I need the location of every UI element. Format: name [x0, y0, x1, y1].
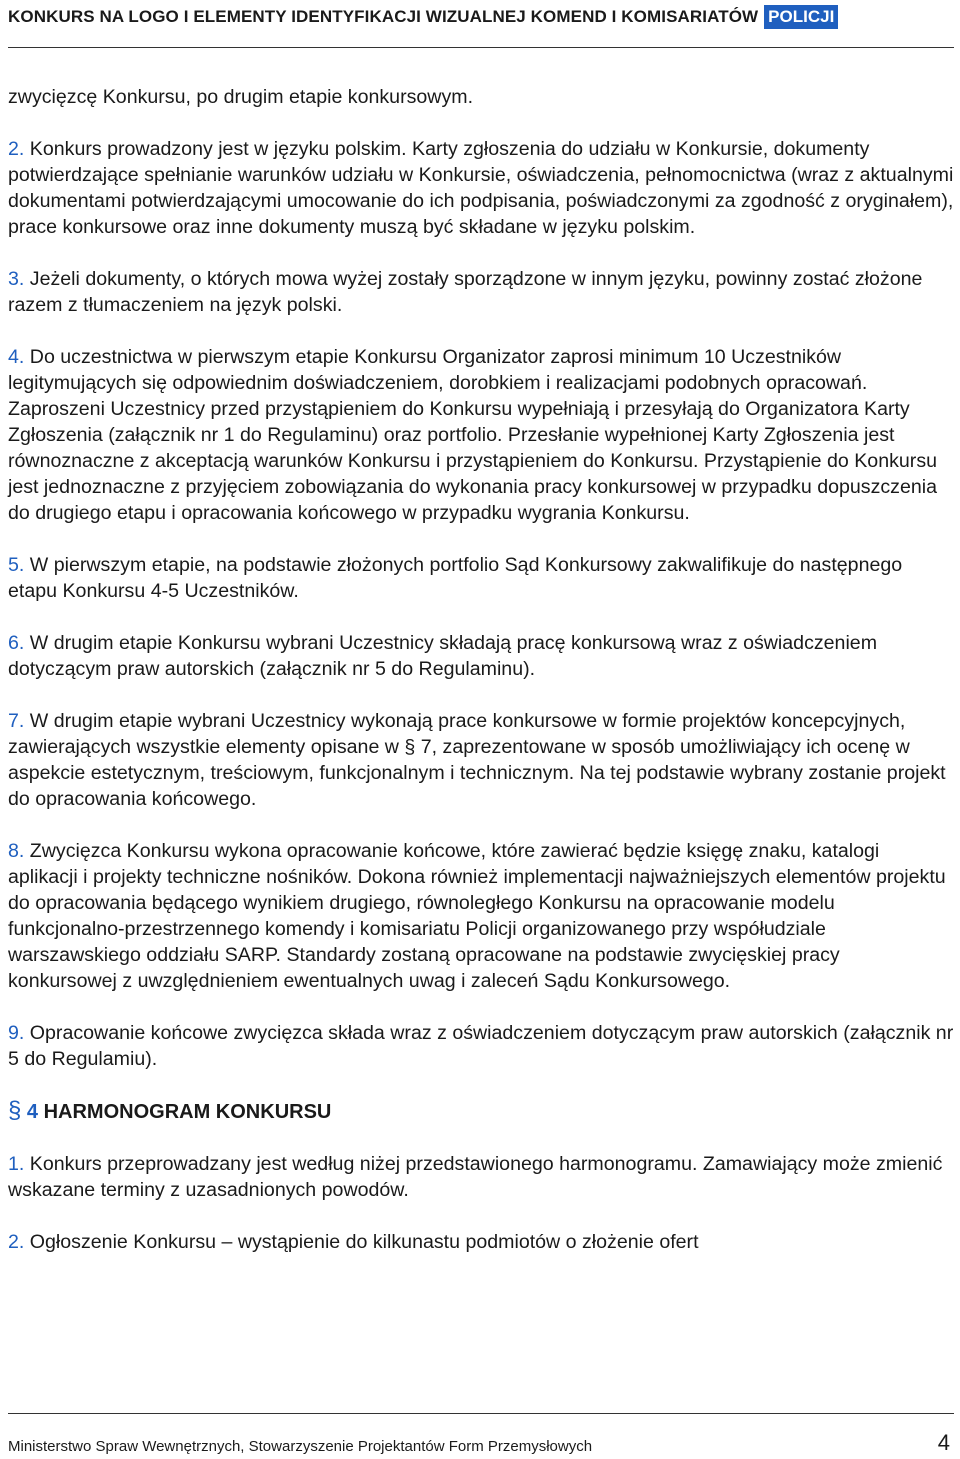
section-number: 4	[26, 1101, 39, 1123]
item-text: W pierwszym etapie, na podstawie złożonych portfolio Sąd Konkursowy zakwalifikuje do następnego etapu Konkursu 4-5 Uczestników.	[8, 554, 903, 602]
item-text: W drugim etapie wybrani Uczestnicy wykonają prace konkursowe w formie projektów koncepcyjnych, zawierających wszystkie elementy opisane w § 7, zaprezentowane w sposób umożliwiający ich ocenę w aspekcie estetycznym, treściowym, funkcjonalnym i technicznym. Na tej podstawie wybrany zostanie projekt do opracowania końcowego.	[8, 710, 946, 810]
paragraph-4	[8, 344, 954, 526]
section-title: HARMONOGRAM KONKURSU	[38, 1101, 332, 1123]
paragraph-8	[8, 838, 954, 994]
item-text: Konkurs przeprowadzany jest według niżej przedstawionego harmonogramu. Zamawiający może zmienić wskazane terminy z uzasadnionych powodów.	[8, 1153, 943, 1201]
section-symbol: §	[8, 1097, 22, 1124]
paragraph-7	[8, 708, 954, 812]
document-body	[8, 84, 954, 1281]
footer-text: Ministerstwo Spraw Wewnętrznych, Stowarzyszenie Projektantów Form Przemysłowych	[8, 1438, 593, 1455]
paragraph-9	[8, 1020, 954, 1072]
item-number: 4.	[8, 346, 25, 368]
item-text: Konkurs prowadzony jest w języku polskim. Karty zgłoszenia do udziału w Konkursie, dokumenty potwierdzające spełnianie warunków udziału w Konkursie, oświadczenia, pełnomocnictwa (wraz z aktualnymi dokumentami potwierdzającymi umocowanie do ich podpisania, poświadczonymi za zgodność z oryginałem), prace konkursowe oraz inne dokumenty muszą być składane w języku polskim.	[8, 138, 954, 238]
item-number: 3.	[8, 268, 25, 290]
header-title: KONKURS NA LOGO I ELEMENTY IDENTYFIKACJI WIZUALNEJ KOMEND I KOMISARIATÓW	[8, 7, 759, 26]
item-text: Do uczestnictwa w pierwszym etapie Konkursu Organizator zaprosi minimum 10 Uczestników legitymujących się odpowiednim doświadczeniem, dorobkiem i realizacjami podobnych opracowań. Zaproszeni Uczestnicy przed przystąpieniem do Konkursu wypełniają i przesyłają do Organizatora Karty Zgłoszenia (załącznik nr 1 do Regulaminu) oraz portfolio. Przesłanie wypełnionej Karty Zgłoszenia jest równoznaczne z akceptacją warunków Konkursu i przystąpieniem do Konkursu. Przystąpienie do Konkursu jest jednoznaczne z przyjęciem zobowiązania do wykonania pracy konkursowej w przypadku dopuszczenia do drugiego etapu i opracowania końcowego w przypadku wygrania Konkursu.	[8, 346, 938, 524]
paragraph-3	[8, 266, 954, 318]
item-number: 5.	[8, 554, 25, 576]
item-number: 7.	[8, 710, 25, 732]
item-text: W drugim etapie Konkursu wybrani Uczestnicy składają pracę konkursową wraz z oświadczeniem dotyczącym praw autorskich (załącznik nr 5 do Regulaminu).	[8, 632, 878, 680]
section-paragraph-1	[8, 1151, 954, 1203]
item-number: 2.	[8, 1231, 25, 1253]
section-paragraph-2	[8, 1229, 954, 1255]
section-heading	[8, 1098, 954, 1125]
paragraph-5	[8, 552, 954, 604]
paragraph-6	[8, 630, 954, 682]
paragraph-2	[8, 136, 954, 240]
page-footer	[8, 1430, 954, 1457]
header-divider	[8, 47, 954, 48]
item-number: 8.	[8, 840, 25, 862]
page-header	[8, 4, 958, 30]
item-text: Opracowanie końcowe zwycięzca składa wraz z oświadczeniem dotyczącym praw autorskich (załącznik nr 5 do Regulamiu).	[8, 1022, 954, 1070]
item-text: Jeżeli dokumenty, o których mowa wyżej zostały sporządzone w innym języku, powinny zostać złożone razem z tłumaczeniem na język polski.	[8, 268, 923, 316]
item-number: 9.	[8, 1022, 25, 1044]
item-number: 1.	[8, 1153, 25, 1175]
item-text: Ogłoszenie Konkursu – wystąpienie do kilkunastu podmiotów o złożenie ofert	[24, 1231, 699, 1253]
header-tag: POLICJI	[764, 5, 838, 29]
footer-divider	[8, 1413, 954, 1414]
item-number: 6.	[8, 632, 25, 654]
continuation-paragraph: zwycięzcę Konkursu, po drugim etapie konkursowym.	[8, 86, 474, 108]
item-number: 2.	[8, 138, 25, 160]
page-number: 4	[937, 1430, 950, 1455]
item-text: Zwycięzca Konkursu wykona opracowanie końcowe, które zawierać będzie księgę znaku, katalogi aplikacji i projekty techniczne nośników. Dokona również implementacji najważniejszych elementów projektu do opracowania będącego wynikiem drugiego, równoległego Konkursu na opracowanie modelu funkcjonalno-przestrzennego komendy i komisariatu Policji organizowanego przy współudziale warszawskiego oddziału SARP. Standardy zostaną opracowane na podstawie zwycięskiej pracy konkursowej z uwzględnieniem ewentualnych uwag i zaleceń Sądu Konkursowego.	[8, 840, 946, 992]
